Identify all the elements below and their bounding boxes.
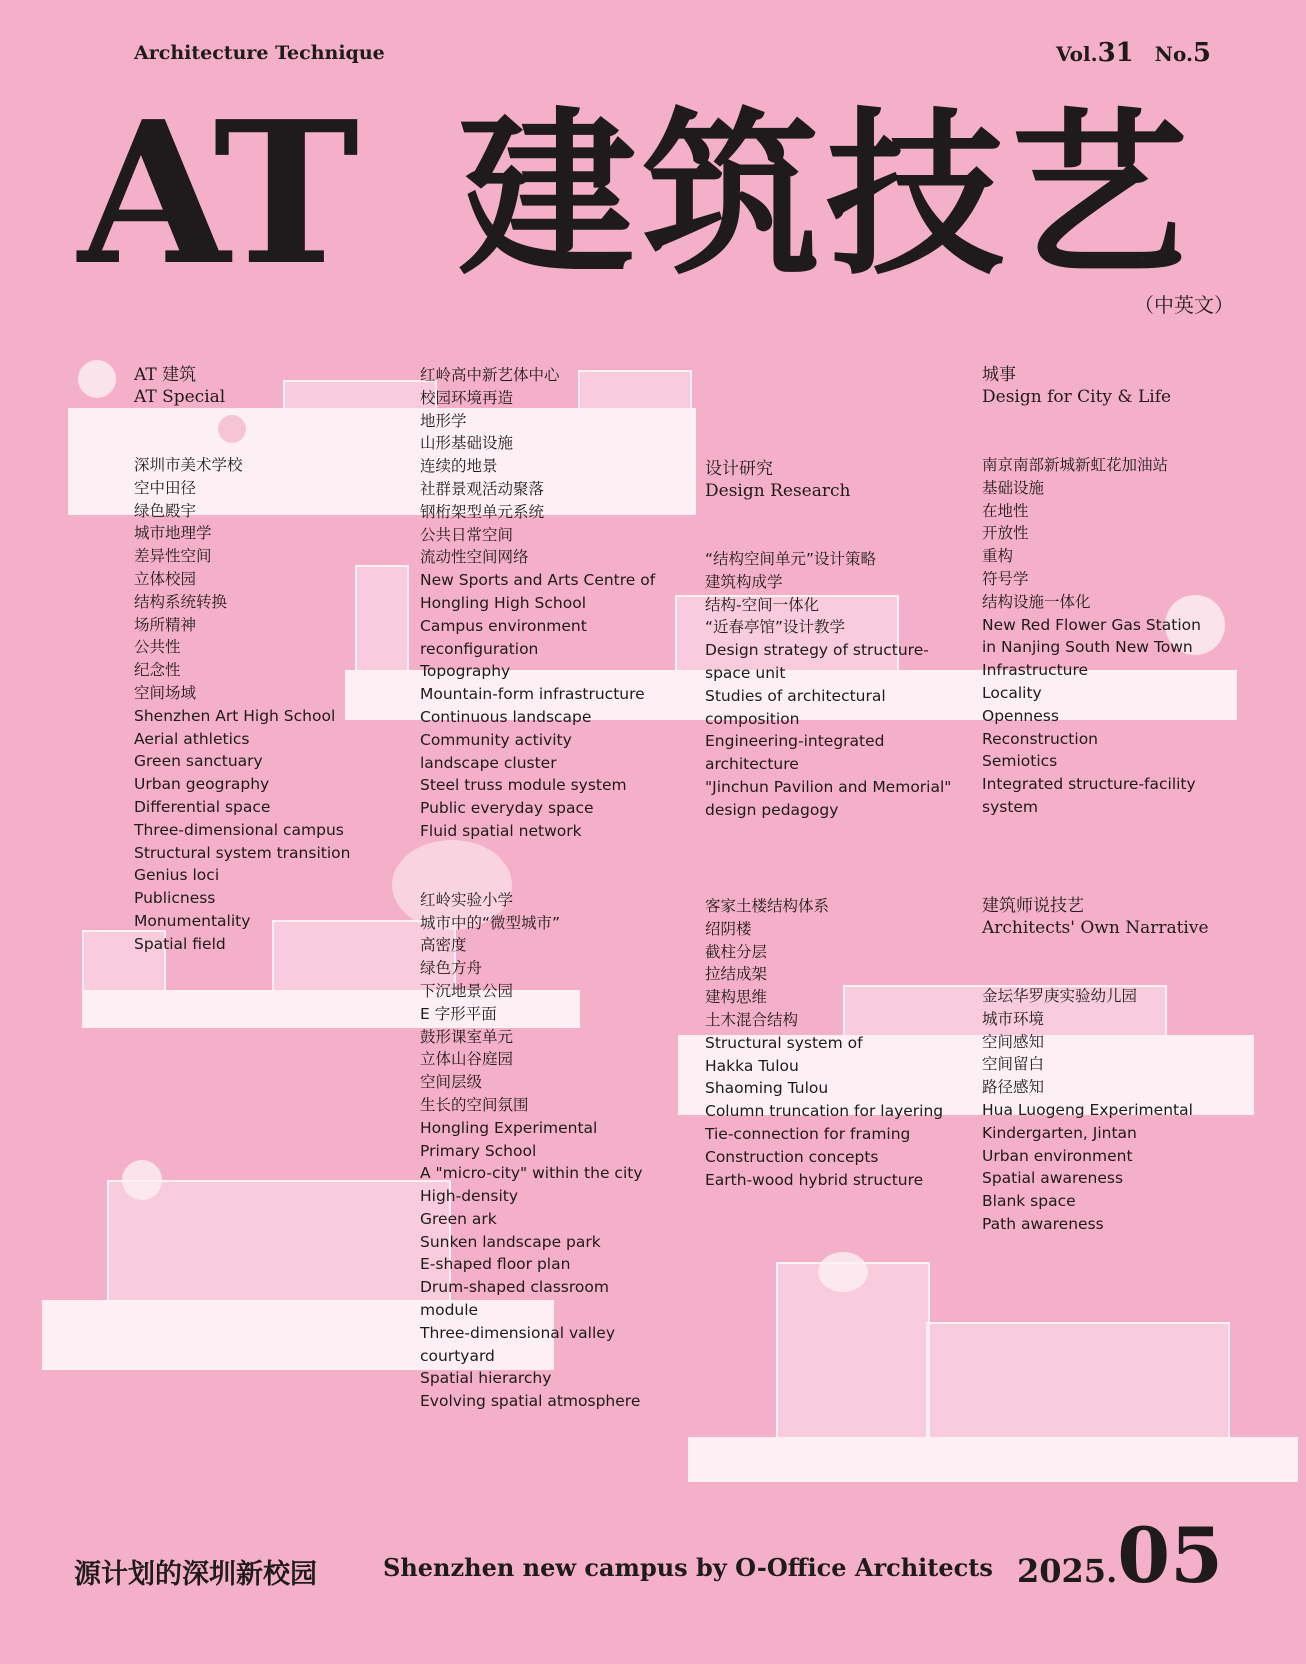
toc-column-architects-narrative [982, 895, 1209, 1236]
section-title-en: Design for City & Life [982, 387, 1172, 407]
list-item: system [982, 797, 1039, 816]
list-item: 公共性 [134, 638, 181, 657]
list-item: Infrastructure [982, 661, 1089, 680]
article-title-en [705, 639, 951, 685]
list-item: E-shaped floor plan [420, 1255, 571, 1274]
list-item: Differential space [134, 797, 271, 816]
list-item: New Sports and Arts Centre of [420, 571, 656, 590]
list-item: "Jinchun Pavilion and Memorial" [705, 777, 952, 796]
section-title-cn: AT 建筑 [134, 365, 197, 385]
keyword-list-cn [982, 477, 1201, 614]
list-item: 空间层级 [420, 1073, 483, 1092]
article-title-cn: 客家土楼结构体系 [705, 897, 830, 915]
list-item: Publicness [134, 889, 216, 908]
language-note: （中英文） [1134, 293, 1234, 317]
toc-column-hakka-tulou [705, 895, 943, 1191]
article-title-en: Shenzhen Art High School [134, 706, 336, 725]
list-item: 路径感知 [982, 1078, 1045, 1097]
list-item: 开放性 [982, 524, 1029, 543]
list-item: Aerial athletics [134, 729, 250, 748]
no-number: 5 [1192, 38, 1211, 68]
list-item: 符号学 [982, 569, 1029, 588]
issue-number [1056, 38, 1211, 68]
list-item: Urban environment [982, 1146, 1133, 1165]
list-item: Column truncation for layering [705, 1102, 944, 1121]
magazine-title-cn: 建筑技艺 [458, 90, 1194, 299]
list-item: Genius loci [134, 866, 220, 885]
list-item: Community activity [420, 730, 572, 749]
list-item: 重构 [982, 547, 1014, 566]
list-item: 纪念性 [134, 661, 181, 680]
list-item: Mountain-form infrastructure [420, 685, 645, 704]
cover-story-en: Shenzhen new campus by O-Office Architects [383, 1553, 993, 1582]
toc-column-at-special [134, 364, 350, 956]
list-item: composition [705, 709, 800, 728]
list-item: E 字形平面 [420, 1004, 497, 1023]
list-item: Kindergarten, Jintan [982, 1123, 1137, 1142]
list-item: 建构思维 [705, 988, 768, 1007]
list-item: Hua Luogeng Experimental [982, 1100, 1193, 1119]
list-item: Design strategy of structure- [705, 641, 929, 660]
list-item: 结构-空间一体化 [705, 595, 820, 614]
article-title-en [420, 1117, 655, 1163]
article-title-cn: 红岭实验小学 [420, 890, 514, 909]
list-item: Three-dimensional campus [134, 820, 344, 839]
list-item: Continuous landscape [420, 707, 592, 726]
list-item: 绿色殿宇 [134, 501, 197, 520]
section-title-en: AT Special [134, 387, 226, 407]
list-item: architecture [705, 755, 799, 774]
keyword-list-en [420, 615, 655, 843]
list-item: 立体山谷庭园 [420, 1050, 514, 1069]
issue-year: 2025. [1017, 1552, 1118, 1590]
list-item: High-density [420, 1187, 519, 1206]
list-item: 土木混合结构 [705, 1010, 799, 1029]
list-item: Structural system of [705, 1033, 863, 1052]
list-item: 差异性空间 [134, 547, 212, 566]
list-item: 高密度 [420, 936, 467, 955]
section-title-cn: 建筑师说技艺 [982, 896, 1084, 916]
list-item: Engineering-integrated [705, 732, 885, 751]
list-item: 截柱分层 [705, 942, 768, 961]
list-item: 结构系统转换 [134, 592, 228, 611]
list-item: Locality [982, 683, 1042, 702]
list-item: Topography [420, 662, 511, 681]
list-item: Monumentality [134, 911, 251, 930]
keyword-list-en [982, 1145, 1209, 1236]
issue-month: 05 [1117, 1511, 1223, 1600]
list-item: 流动性空间网络 [420, 548, 529, 567]
list-item: Tie-connection for framing [705, 1124, 911, 1143]
keyword-list-cn [420, 912, 655, 1117]
list-item: 山形基础设施 [420, 434, 514, 453]
list-item: 城市中的“微型城市” [420, 913, 561, 932]
article-title-cn: 南京南部新城新虹花加油站 [982, 456, 1169, 474]
vol-label: Vol. [1056, 42, 1098, 66]
list-item: Drum-shaped classroom [420, 1278, 609, 1297]
keyword-list-en [982, 659, 1201, 819]
list-item: landscape cluster [420, 753, 557, 772]
keyword-list-en [705, 685, 951, 822]
list-item: Fluid spatial network [420, 821, 582, 840]
list-item: Steel truss module system [420, 776, 627, 795]
list-item: Construction concepts [705, 1147, 879, 1166]
list-item: 钢桁架型单元系统 [420, 502, 545, 521]
article-title-cn: 深圳市美术学校 [134, 456, 243, 474]
list-item: 场所精神 [134, 615, 197, 634]
list-item: design pedagogy [705, 800, 839, 819]
list-item: reconfiguration [420, 639, 539, 658]
list-item: 空间感知 [982, 1032, 1045, 1051]
list-item: 城市环境 [982, 1009, 1045, 1028]
list-item: Openness [982, 706, 1059, 725]
section-title-cn: 城事 [982, 365, 1016, 385]
section-drawing-bottom-right [688, 1262, 1298, 1482]
list-item: Hongling Experimental [420, 1118, 598, 1137]
keyword-list-en [420, 1162, 655, 1413]
list-item: 在地性 [982, 501, 1029, 520]
issue-date [1017, 1511, 1223, 1600]
list-item: 绍阴楼 [705, 919, 752, 938]
list-item: Earth-wood hybrid structure [705, 1170, 924, 1189]
article-title-en [982, 614, 1201, 660]
list-item: 空间场域 [134, 683, 197, 702]
list-item: 校园环境再造 [420, 388, 514, 407]
section-title-en: Design Research [705, 481, 851, 501]
toc-column-design-research [705, 458, 951, 822]
list-item: Green sanctuary [134, 752, 263, 771]
article-title-en [705, 1032, 943, 1078]
no-label: No. [1154, 42, 1193, 66]
keyword-list-cn [982, 1008, 1209, 1099]
list-item: 基础设施 [982, 478, 1045, 497]
at-logo: AT [78, 79, 354, 309]
list-item: Integrated structure-facility [982, 775, 1196, 794]
list-item: 建筑构成学 [705, 572, 783, 591]
keyword-list-en [134, 728, 350, 956]
list-item: Spatial field [134, 934, 226, 953]
vol-number: 31 [1097, 38, 1134, 68]
list-item: space unit [705, 663, 786, 682]
list-item: “近春亭馆”设计教学 [705, 618, 846, 637]
list-item: 公共日常空间 [420, 525, 514, 544]
list-item: 连续的地景 [420, 457, 498, 476]
list-item: Shaoming Tulou [705, 1079, 829, 1098]
list-item: 生长的空间氛围 [420, 1095, 529, 1114]
list-item: Hakka Tulou [705, 1056, 799, 1075]
list-item: 下沉地景公园 [420, 981, 514, 1000]
article-title-cn: “结构空间单元”设计策略 [705, 550, 877, 568]
list-item: in Nanjing South New Town [982, 638, 1193, 657]
list-item: Reconstruction [982, 729, 1099, 748]
list-item: 空中田径 [134, 478, 197, 497]
list-item: Semiotics [982, 752, 1058, 771]
list-item: 鼓形课室单元 [420, 1027, 514, 1046]
list-item: Public everyday space [420, 799, 594, 818]
list-item: Studies of architectural [705, 686, 886, 705]
list-item: module [420, 1301, 479, 1320]
section-title-cn: 设计研究 [705, 459, 773, 479]
toc-column-city-life [982, 364, 1201, 819]
list-item: A "micro-city" within the city [420, 1164, 643, 1183]
list-item: Spatial hierarchy [420, 1369, 552, 1388]
keyword-list-cn [705, 918, 943, 1032]
list-item: Campus environment [420, 616, 587, 635]
article-title-cn: 金坛华罗庚实验幼儿园 [982, 987, 1138, 1005]
keyword-list-cn [420, 387, 655, 569]
section-title-en: Architects' Own Narrative [982, 918, 1209, 938]
magazine-name-en: Architecture Technique [134, 42, 385, 64]
list-item: Green ark [420, 1209, 497, 1228]
list-item: Path awareness [982, 1214, 1104, 1233]
list-item: 拉结成架 [705, 965, 768, 984]
keyword-list-cn [134, 477, 350, 705]
list-item: 结构设施一体化 [982, 592, 1091, 611]
list-item: Sunken landscape park [420, 1232, 601, 1251]
list-item: Urban geography [134, 775, 270, 794]
list-item: Evolving spatial atmosphere [420, 1392, 641, 1411]
list-item: Structural system transition [134, 843, 351, 862]
list-item: 城市地理学 [134, 524, 212, 543]
list-item: 社群景观活动聚落 [420, 479, 545, 498]
list-item: 空间留白 [982, 1055, 1045, 1074]
article-title-en [420, 569, 655, 615]
list-item: 立体校园 [134, 569, 197, 588]
list-item: Three-dimensional valley [420, 1323, 616, 1342]
article-title-cn: 红岭高中新艺体中心 [420, 366, 560, 384]
cover-story-cn: 源计划的深圳新校园 [74, 1559, 317, 1590]
keyword-list-en [705, 1077, 943, 1191]
list-item: New Red Flower Gas Station [982, 615, 1201, 634]
article-title-en [982, 1099, 1209, 1145]
list-item: Spatial awareness [982, 1169, 1124, 1188]
list-item: Hongling High School [420, 593, 587, 612]
list-item: Blank space [982, 1192, 1076, 1211]
toc-column-hongling [420, 364, 655, 1413]
list-item: 绿色方舟 [420, 959, 483, 978]
list-item: Primary School [420, 1141, 537, 1160]
list-item: 地形学 [420, 411, 467, 430]
list-item: courtyard [420, 1346, 495, 1365]
keyword-list-cn [705, 571, 951, 639]
